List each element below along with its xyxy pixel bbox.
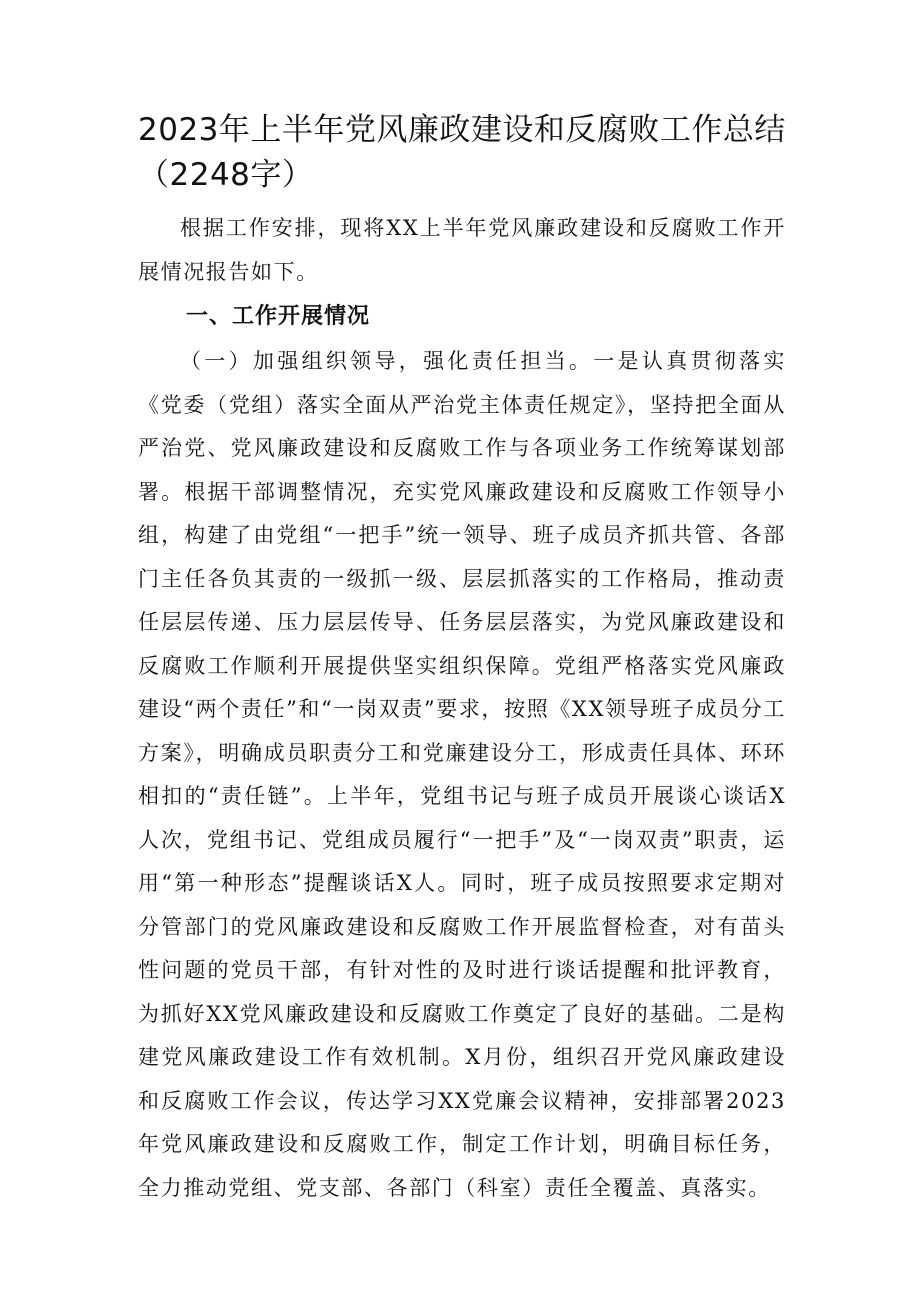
document-body [138,207,786,1210]
body-paragraph: （一）加强组织领导，强化责任担当。一是认真贯彻落实《党委（党组）落实全面从严治党主体责任规定》，坚持把全面从严治党、党风廉政建设和反腐败工作与各项业务工作统筹谋划部署。根据干部调整情况，充实党风廉政建设和反腐败工作领导小组，构建了由党组“一把手”统一领导、班子成员齐抓共管、各部门主任各负其责的一级抓一级、层层抓落实的工作格局，推动责任层层传递、压力层层传导、任务层层落实，为党风廉政建设和反腐败工作顺利开展提供坚实组织保障。党组严格落实党风廉政建设“两个责任”和“一岗双责”要求，按照《XX领导班子成员分工方案》，明确成员职责分工和党廉建设分工，形成责任具体、环环相扣的“责任链”。上半年，党组书记与班子成员开展谈心谈话X人次，党组书记、党组成员履行“一把手”及“一岗双责”职责，运用“第一种形态”提醒谈话X人。同时，班子成员按照要求定期对分管部门的党风廉政建设和反腐败工作开展监督检查，对有苗头性问题的党员干部，有针对性的及时进行谈话提醒和批评教育，为抓好XX党风廉政建设和反腐败工作奠定了良好的基础。二是构建党风廉政建设工作有效机制。X月份，组织召开党风廉政建设和反腐败工作会议，传达学习XX党廉会议精神，安排部署2023年党风廉政建设和反腐败工作，制定工作计划，明确目标任务，全力推动党组、党支部、各部门（科室）责任全覆盖、真落实。 [138,349,786,1200]
document-title: 2023年上半年党风廉政建设和反腐败工作总结（2248字） [138,112,786,193]
intro-paragraph: 根据工作安排，现将XX上半年党风廉政建设和反腐败工作开展情况报告如下。 [138,216,786,284]
section-heading: 一、工作开展情况 [186,304,371,329]
